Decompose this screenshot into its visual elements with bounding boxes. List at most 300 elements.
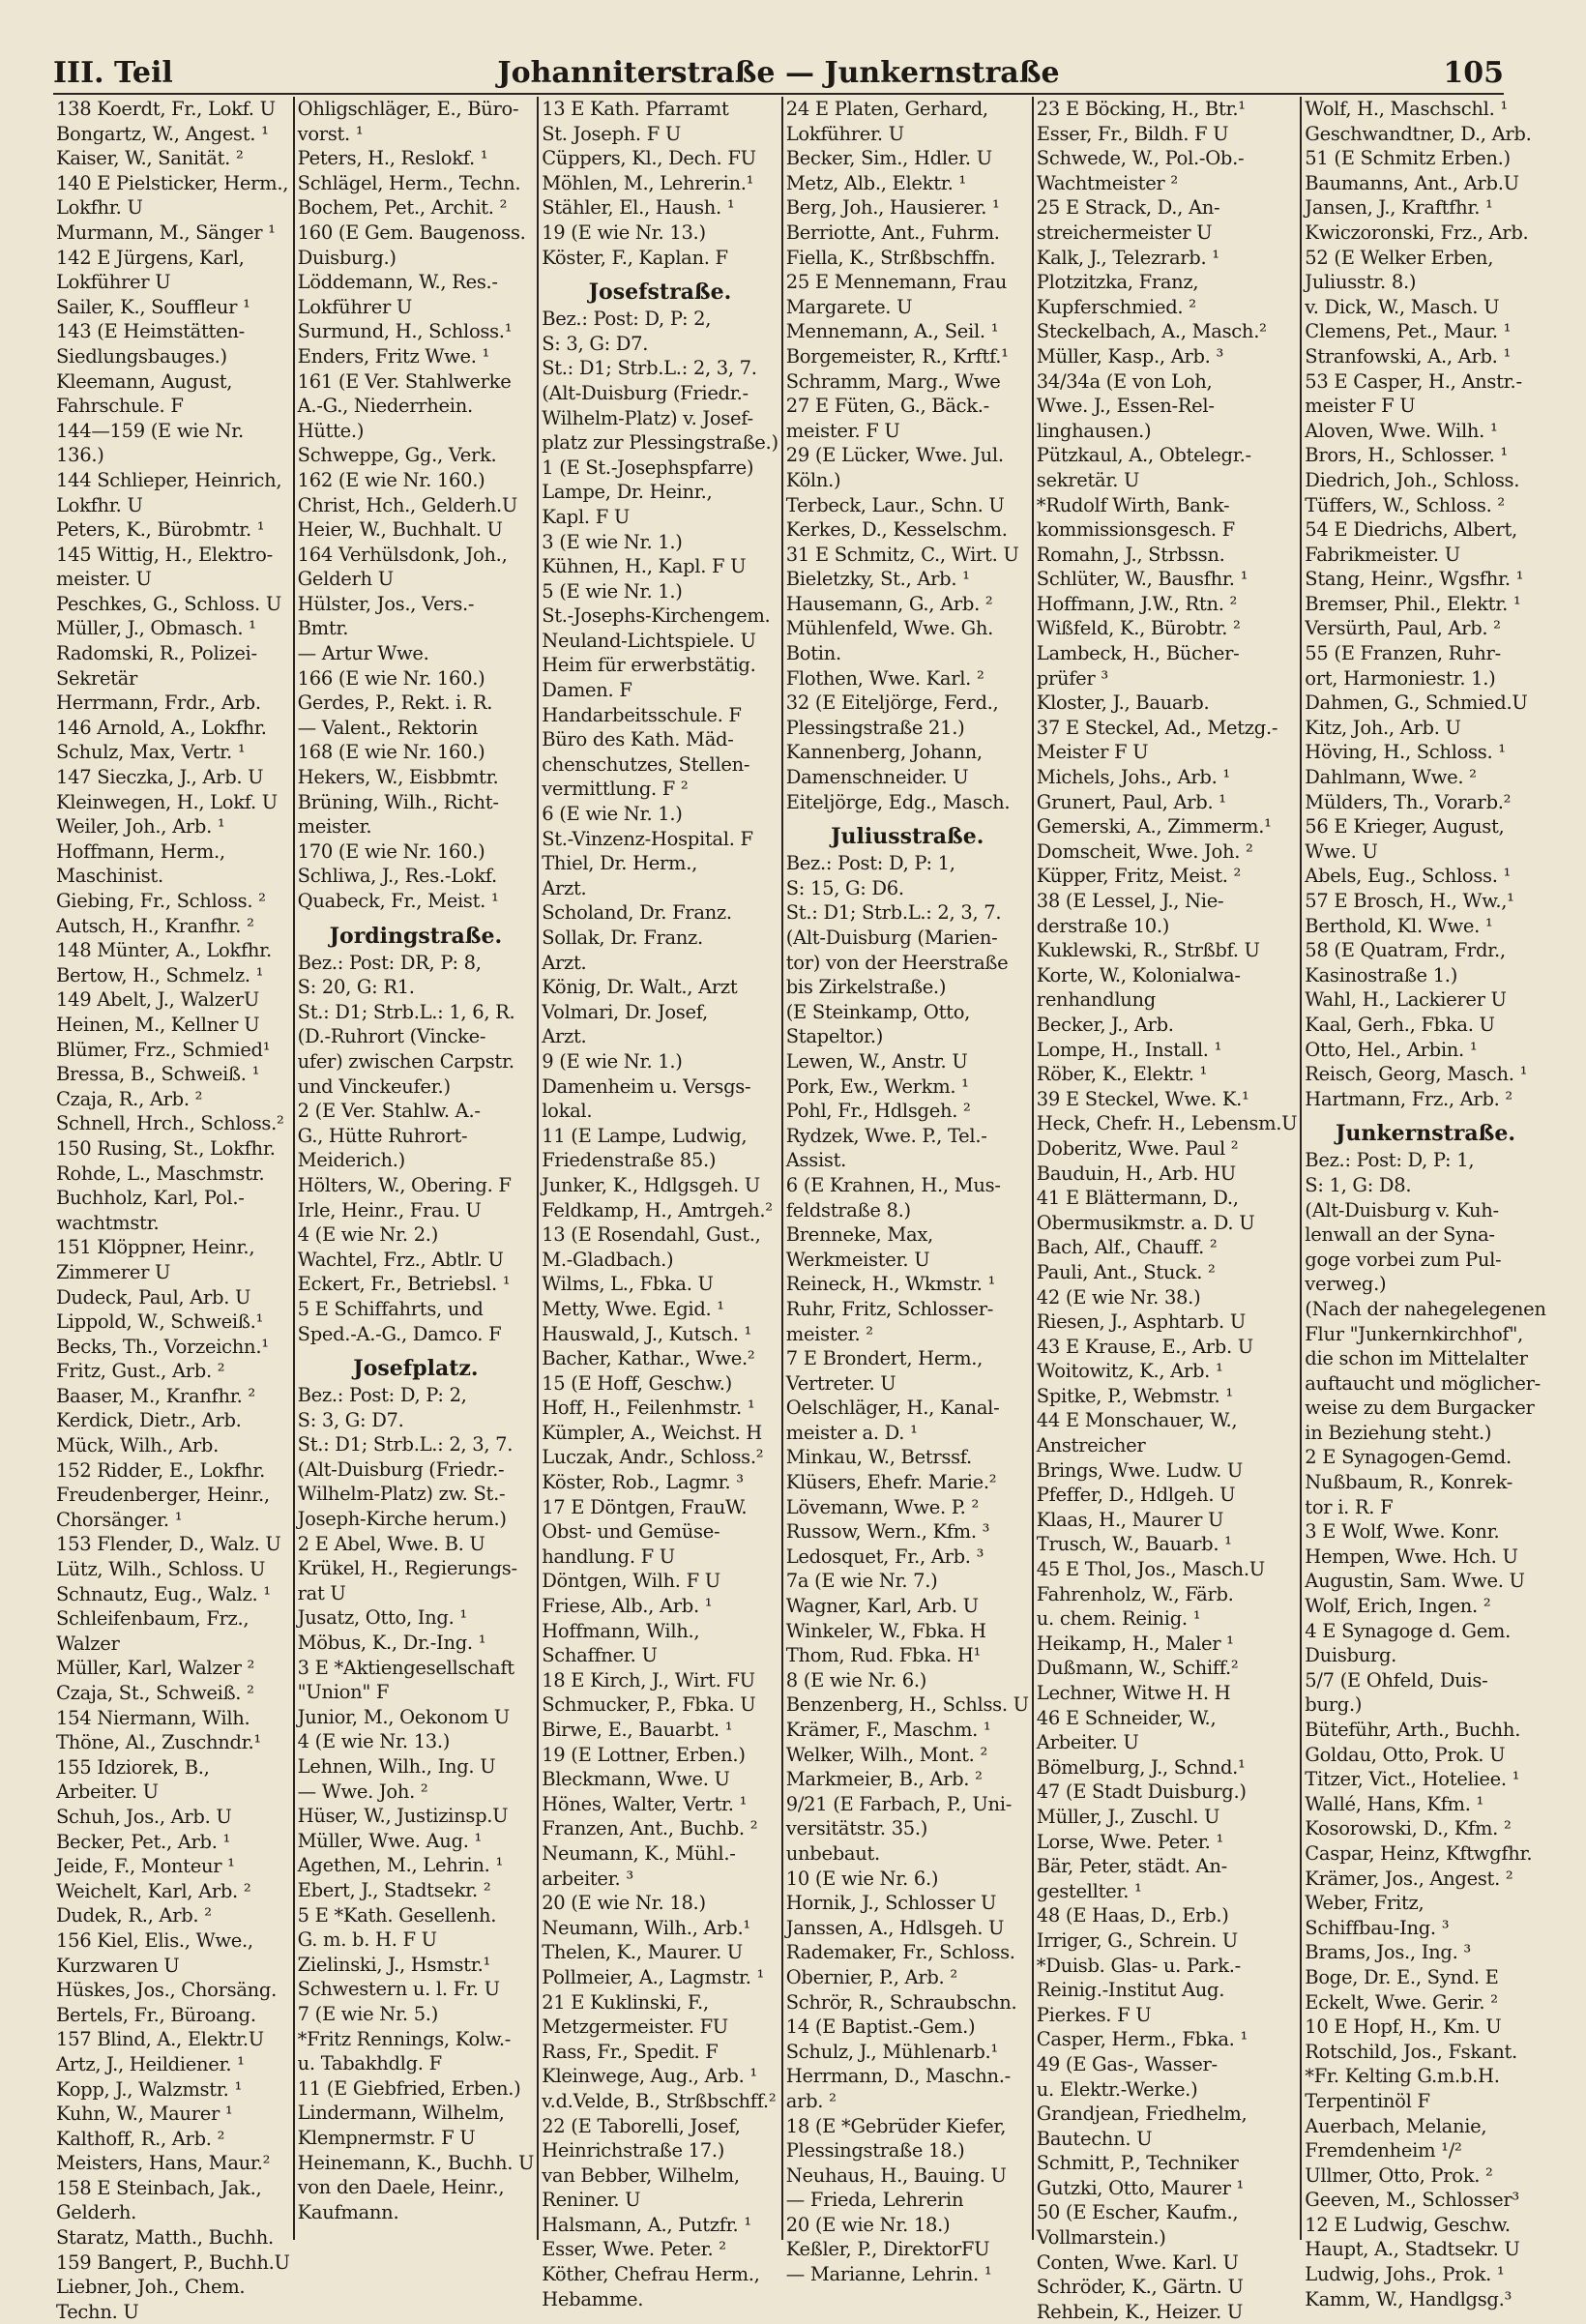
directory-entry: Peters, K., Bürobmtr. ¹	[56, 518, 265, 542]
directory-entry: vorst. ¹	[297, 122, 364, 145]
directory-entry: 7 (E wie Nr. 5.)	[297, 2002, 439, 2025]
directory-entry: Schmucker, P., Fbka. U	[542, 1693, 756, 1717]
directory-entry: Becker, Sim., Hdler. U	[785, 147, 992, 170]
directory-entry: 143 (E Heimstätten-	[56, 320, 245, 343]
directory-entry: Thiel, Dr. Herm.,	[542, 852, 698, 875]
directory-entry: Gelderh.	[56, 2201, 137, 2224]
directory-entry: Kupferschmied. ²	[1036, 295, 1196, 318]
directory-entry: St.: D1; Strb.L.: 2, 3, 7.	[785, 901, 1002, 925]
directory-entry: "Union" F	[297, 1681, 390, 1704]
directory-entry: Diedrich, Joh., Schloss.	[1305, 468, 1520, 491]
directory-entry: Ledosquet, Fr., Arb. ³	[785, 1544, 984, 1568]
directory-entry: Krämer, Jos., Angest. ²	[1305, 1867, 1513, 1890]
directory-entry: 3 E Wolf, Wwe. Konr.	[1305, 1520, 1500, 1544]
directory-entry: Heinen, M., Kellner U	[56, 1013, 260, 1036]
directory-entry: Halsmann, A., Putzfr. ¹	[542, 2213, 751, 2236]
directory-entry: G., Hütte Ruhrort-	[297, 1124, 468, 1147]
directory-entry: Hüser, W., Justizinsp.U	[297, 1805, 509, 1828]
directory-entry: Klaas, H., Maurer U	[1036, 1508, 1224, 1531]
directory-entry: Scholand, Dr. Franz.	[542, 901, 732, 925]
directory-entry: gestellter. ¹	[1036, 1879, 1142, 1902]
directory-entry: Blümer, Frz., Schmied¹	[56, 1038, 271, 1061]
directory-entry: 21 E Kuklinski, F.,	[542, 1990, 709, 2014]
directory-entry: Baumanns, Ant., Arb.U	[1305, 171, 1519, 194]
directory-entry: Rass, Fr., Spedit. F	[542, 2040, 719, 2063]
directory-entry: (D.-Ruhrort (Vincke-	[297, 1025, 486, 1048]
directory-entry: Techn. U	[56, 2300, 139, 2323]
directory-entry: 3 E *Aktiengesellschaft	[297, 1656, 514, 1679]
directory-entry: Thöne, Al., Zuschndr.¹	[56, 1731, 261, 1754]
directory-entry: Schiffbau-Ing. ³	[1305, 1916, 1450, 1939]
directory-entry: Dußmann, W., Schiff.²	[1036, 1657, 1239, 1680]
directory-entry: Assist.	[785, 1149, 847, 1172]
directory-entry: Friedenstraße 85.)	[542, 1149, 717, 1172]
directory-entry: u. chem. Reinig. ¹	[1036, 1607, 1201, 1631]
directory-entry: Minkau, W., Betrssf.	[785, 1446, 972, 1469]
directory-entry: Hornik, J., Schlosser U	[785, 1892, 997, 1915]
directory-entry: Kwiczoronski, Frz., Arb.	[1305, 221, 1529, 244]
directory-entry: Brors, H., Schlosser. ¹	[1305, 444, 1508, 467]
directory-entry: Liebner, Joh., Chem.	[56, 2276, 246, 2299]
directory-entry: 3 (E wie Nr. 1.)	[542, 530, 683, 553]
directory-entry: (Nach der nahegelegenen	[1305, 1297, 1546, 1320]
directory-entry: goge vorbei zum Pul-	[1305, 1248, 1502, 1271]
directory-entry: Ohligschläger, E., Büro-	[297, 98, 519, 120]
directory-entry: 51 (E Schmitz Erben.)	[1305, 147, 1511, 170]
directory-entry: streichermeister U	[1036, 221, 1213, 244]
directory-entry: Domscheit, Wwe. Joh. ²	[1036, 839, 1253, 863]
directory-entry: 25 E Mennemann, Frau	[785, 271, 1008, 294]
directory-entry: 1 (E St.-Josephspfarre)	[542, 456, 754, 479]
directory-entry: Goldau, Otto, Prok. U	[1305, 1743, 1506, 1766]
directory-entry: Heck, Chefr. H., Lebensm.U	[1036, 1112, 1298, 1135]
directory-entry: verweg.)	[1305, 1273, 1387, 1296]
directory-entry: Klempnermstr. F U	[297, 2126, 476, 2149]
directory-entry: Fahrenholz, W., Färb.	[1036, 1582, 1234, 1605]
directory-entry: Rohde, L., Maschmstr.	[56, 1162, 265, 1185]
directory-entry: Kuklewski, R., Strßbf. U	[1036, 939, 1260, 962]
header-rule	[53, 93, 1504, 95]
directory-entry: meister. ²	[785, 1322, 873, 1345]
directory-entry: Heier, W., Buchhalt. U	[297, 518, 503, 542]
directory-entry: Hoffmann, J.W., Rtn. ²	[1036, 592, 1238, 615]
directory-entry: Pützkaul, A., Obtelegr.-	[1036, 444, 1251, 467]
directory-entry: Heinemann, K., Buchh. U	[297, 2151, 535, 2174]
directory-entry: Schlüter, W., Bausfhr. ¹	[1036, 568, 1248, 591]
directory-entry: prüfer ³	[1036, 666, 1108, 690]
directory-entry: chenschutzes, Stellen-	[542, 752, 750, 776]
directory-entry: Thelen, K., Maurer. U	[542, 1941, 743, 1964]
directory-entry: Kerkes, D., Kesselschm.	[785, 518, 1008, 542]
directory-entry: — Marianne, Lehrin. ¹	[785, 2263, 992, 2286]
directory-entry: — Valent., Rektorin	[297, 716, 479, 739]
directory-entry: S: 20, G: R1.	[297, 976, 415, 999]
directory-entry: 142 E Jürgens, Karl,	[56, 246, 245, 269]
directory-entry: Lewen, W., Anstr. U	[785, 1049, 968, 1073]
directory-entry: Schröder, K., Gärtn. U	[1036, 2276, 1244, 2299]
directory-entry: *Fritz Rennings, Kolw.-	[297, 2027, 512, 2050]
directory-entry: 161 (E Ver. Stahlwerke	[297, 369, 512, 393]
directory-entry: Hartmann, Frz., Arb. ²	[1305, 1087, 1513, 1110]
directory-entry: 148 Münter, A., Lokfhr.	[56, 939, 272, 962]
directory-entry: in Beziehung steht.)	[1305, 1421, 1492, 1444]
directory-entry: derstraße 10.)	[1036, 914, 1170, 937]
directory-entry: Köther, Chefrau Herm.,	[542, 2263, 760, 2286]
directory-entry: Neumann, K., Mühl.-	[542, 1841, 736, 1865]
directory-entry: 52 (E Welker Erben,	[1305, 246, 1494, 269]
directory-entry: Kerdick, Dietr., Arb.	[56, 1409, 242, 1432]
directory-entry: Kannenberg, Johann,	[785, 741, 983, 764]
directory-entry: Reinig.-Institut Aug.	[1036, 1979, 1225, 2002]
directory-entry: Giebing, Fr., Schloss. ²	[56, 890, 266, 912]
directory-entry: Heim für erwerbstätig.	[542, 654, 756, 677]
directory-entry: Augustin, Sam. Wwe. U	[1305, 1570, 1525, 1593]
directory-entry: Brams, Jos., Ing. ³	[1305, 1941, 1471, 1964]
directory-entry: Arbeiter. U	[56, 1780, 159, 1804]
directory-entry: Pfeffer, D., Hdlgeh. U	[1036, 1484, 1236, 1507]
directory-entry: Dahlmann, Wwe. ²	[1305, 766, 1477, 789]
directory-entry: Terbeck, Laur., Schn. U	[785, 493, 1005, 516]
directory-entry: Gerdes, P., Rekt. i. R.	[297, 691, 493, 715]
directory-entry: Irle, Heinr., Frau. U	[297, 1198, 482, 1221]
directory-entry: Peters, H., Reslokf. ¹	[297, 147, 488, 170]
directory-entry: Kopp, J., Walzmstr. ¹	[56, 2077, 242, 2101]
directory-columns	[53, 97, 1546, 2323]
directory-entry: Kalthoff, R., Arb. ²	[56, 2127, 225, 2150]
directory-entry: Rydzek, Wwe. P., Tel.-	[785, 1124, 987, 1147]
directory-entry: 151 Klöppner, Heinr.,	[56, 1236, 255, 1259]
directory-entry: Russow, Wern., Kfm. ³	[785, 1520, 990, 1544]
directory-entry: Baaser, M., Kranfhr. ²	[56, 1384, 255, 1407]
directory-entry: Küpper, Fritz, Meist. ²	[1036, 865, 1242, 888]
directory-entry: Kitz, Joh., Arb. U	[1305, 716, 1461, 739]
directory-entry: 47 (E Stadt Duisburg.)	[1036, 1780, 1247, 1804]
directory-entry: Bertow, H., Schmelz. ¹	[56, 963, 264, 986]
directory-entry: Bez.: Post: D, P: 2,	[542, 308, 712, 331]
directory-entry: 155 Idziorek, B.,	[56, 1755, 210, 1779]
directory-entry: Rehbein, K., Heizer. U	[1036, 2300, 1243, 2323]
directory-entry: Klüsers, Ehefr. Marie.²	[785, 1471, 997, 1494]
directory-entry: Müller, J., Zuschl. U	[1036, 1805, 1220, 1828]
directory-entry: Rademaker, Fr., Schloss.	[785, 1941, 1015, 1964]
directory-entry: Haupt, A., Stadtsekr. U	[1305, 2238, 1520, 2261]
directory-entry: Hempen, Wwe. Hch. U	[1305, 1544, 1518, 1568]
directory-entry: 160 (E Gem. Baugenoss.	[297, 221, 526, 244]
directory-entry: Agethen, M., Lehrin. ¹	[297, 1854, 503, 1877]
directory-entry: 4 (E wie Nr. 13.)	[297, 1730, 451, 1753]
directory-entry: 2 E Abel, Wwe. B. U	[297, 1532, 485, 1555]
directory-entry: Geschwandtner, D., Arb.	[1305, 122, 1532, 145]
directory-entry: Walzer	[56, 1632, 120, 1655]
directory-entry: 7 E Brondert, Herm.,	[785, 1347, 984, 1370]
directory-entry: Wolf, H., Maschschl. ¹	[1305, 98, 1508, 120]
directory-entry: 23 E Böcking, H., Btr.¹	[1036, 98, 1246, 120]
directory-entry: Löddemann, W., Res.-	[297, 271, 498, 294]
directory-entry: Sollak, Dr. Franz.	[542, 927, 703, 949]
directory-entry: Jansen, J., Kraftfhr. ¹	[1305, 196, 1493, 220]
directory-entry: 34/34a (E von Loh,	[1036, 369, 1213, 393]
directory-entry: Kühnen, H., Kapl. F U	[542, 555, 747, 578]
directory-entry: Franzen, Ant., Buchb. ²	[542, 1817, 758, 1840]
directory-entry: 32 (E Eiteljörge, Ferd.,	[785, 691, 999, 715]
directory-entry: Bez.: Post: D, P: 1,	[785, 852, 955, 875]
directory-entry: meister. U	[56, 568, 152, 591]
directory-entry: 22 (E Taborelli, Josef,	[542, 2114, 741, 2137]
directory-entry: St. Joseph. F U	[542, 122, 681, 145]
directory-entry: 39 E Steckel, Wwe. K.¹	[1036, 1087, 1249, 1110]
directory-entry: (E Steinkamp, Otto,	[785, 1000, 971, 1023]
directory-entry: 13 (E Rosendahl, Gust.,	[542, 1223, 761, 1247]
directory-entry: — Wwe. Joh. ²	[297, 1780, 428, 1803]
directory-entry: Lütz, Wilh., Schloss. U	[56, 1558, 266, 1581]
directory-entry: Woitowitz, K., Arb. ¹	[1036, 1360, 1223, 1383]
directory-entry: bis Zirkelstraße.)	[785, 976, 947, 999]
directory-entry: Obernier, P., Arb. ²	[785, 1965, 957, 1988]
directory-entry: Weiler, Joh., Arb. ¹	[56, 815, 225, 838]
directory-entry: 37 E Steckel, Ad., Metzg.-	[1036, 716, 1278, 739]
directory-entry: Flothen, Wwe. Karl. ²	[785, 666, 984, 690]
directory-entry: Bongartz, W., Angest. ¹	[56, 122, 269, 145]
directory-entry: 38 (E Lessel, J., Nie-	[1036, 890, 1224, 912]
directory-entry: Hoffmann, Herm.,	[56, 839, 225, 863]
directory-entry: Maschinist.	[56, 865, 163, 888]
directory-entry: Lehnen, Wilh., Ing. U	[297, 1755, 496, 1778]
directory-entry: Werkmeister. U	[785, 1248, 930, 1271]
directory-entry: Conten, Wwe. Karl. U	[1036, 2250, 1239, 2274]
directory-entry: Ullmer, Otto, Prok. ²	[1305, 2163, 1493, 2187]
directory-entry: Junior, M., Oekonom U	[297, 1705, 510, 1728]
directory-entry: 46 E Schneider, W.,	[1036, 1706, 1217, 1729]
directory-entry: meister.	[297, 815, 372, 838]
directory-entry: Lechner, Witwe H. H	[1036, 1682, 1231, 1704]
directory-entry: 8 (E wie Nr. 6.)	[785, 1668, 927, 1692]
directory-entry: Quabeck, Fr., Meist. ¹	[297, 890, 499, 912]
directory-entry: Schweppe, Gg., Verk.	[297, 444, 497, 467]
directory-entry: Lippold, W., Schweiß.¹	[56, 1310, 263, 1334]
directory-entry: Fremdenheim ¹/²	[1305, 2139, 1462, 2162]
directory-entry: 57 E Brosch, H., Ww.,¹	[1305, 890, 1514, 912]
directory-entry: Obst- und Gemüse-	[542, 1520, 720, 1544]
directory-entry: Neumann, Wilh., Arb.¹	[542, 1916, 750, 1939]
directory-entry: Siedlungsbauges.)	[56, 344, 227, 368]
directory-entry: Müller, Wwe. Aug. ¹	[297, 1829, 483, 1852]
directory-entry: 4 (E wie Nr. 2.)	[297, 1223, 439, 1247]
directory-entry: Fabrikmeister. U	[1305, 543, 1460, 566]
directory-entry: Pauli, Ant., Stuck. ²	[1036, 1260, 1216, 1283]
directory-entry: Sped.-A.-G., Damco. F	[297, 1322, 502, 1345]
directory-entry: Brenneke, Max,	[785, 1223, 933, 1247]
directory-entry: Lompe, H., Install. ¹	[1036, 1038, 1222, 1061]
directory-entry: meister a. D. ¹	[785, 1421, 918, 1444]
directory-entry: 18 (E *Gebrüder Kiefer,	[785, 2114, 1007, 2137]
directory-entry: renhandlung	[1036, 988, 1156, 1012]
directory-entry: versitätstr. 35.)	[785, 1817, 928, 1840]
directory-entry: Fahrschule. F	[56, 395, 184, 418]
directory-entry: Bertels, Fr., Büroang.	[56, 2003, 256, 2026]
directory-entry: 166 (E wie Nr. 160.)	[297, 666, 485, 690]
directory-entry: v. Dick, W., Masch. U	[1305, 295, 1500, 318]
directory-entry: 152 Ridder, E., Lokfhr.	[56, 1458, 266, 1482]
directory-entry: 14 (E Baptist.-Gem.)	[785, 2015, 976, 2039]
directory-entry: Herrmann, Frdr., Arb.	[56, 691, 261, 715]
directory-entry: meister. F U	[785, 419, 900, 442]
directory-entry: Boge, Dr. E., Synd. E	[1305, 1965, 1499, 1988]
directory-entry: Gelderh U	[297, 568, 394, 591]
directory-entry: 136.)	[56, 444, 104, 467]
directory-entry: Grunert, Paul, Arb. ¹	[1036, 790, 1226, 813]
directory-entry: Reisch, Georg, Masch. ¹	[1305, 1063, 1528, 1086]
directory-entry: Birwe, E., Bauarbt. ¹	[542, 1719, 733, 1741]
directory-entry: Becks, Th., Vorzeichn.¹	[56, 1335, 269, 1358]
column-3	[539, 97, 783, 2310]
directory-entry: *Duisb. Glas- u. Park.-	[1036, 1954, 1241, 1977]
directory-entry: 10 (E wie Nr. 6.)	[785, 1867, 939, 1890]
directory-entry: Schulz, J., Mühlenarb.¹	[785, 2040, 998, 2063]
directory-entry: Metz, Alb., Elektr. ¹	[785, 171, 966, 194]
directory-entry: Dudeck, Paul, Arb. U	[56, 1285, 251, 1309]
directory-entry: Kalk, J., Telezrarb. ¹	[1036, 246, 1219, 269]
directory-entry: Hüskes, Jos., Chorsäng.	[56, 1979, 278, 2002]
directory-entry: Kaal, Gerh., Fbka. U	[1305, 1013, 1495, 1036]
directory-entry: Wachtmeister ²	[1036, 171, 1178, 194]
directory-entry: Neuhaus, H., Bauing. U	[785, 2163, 1007, 2187]
directory-entry: Kaiser, W., Sanität. ²	[56, 147, 244, 170]
directory-entry: Trusch, W., Bauarb. ¹	[1036, 1533, 1232, 1556]
directory-entry: Becker, J., Arb.	[1036, 1013, 1174, 1036]
directory-entry: Luczak, Andr., Schloss.²	[542, 1446, 764, 1469]
directory-entry: A.-G., Niederrhein.	[297, 395, 473, 418]
directory-entry: 6 (E Krahnen, H., Mus-	[785, 1173, 1001, 1196]
directory-entry: Lorse, Wwe. Peter. ¹	[1036, 1830, 1223, 1853]
directory-entry: Büro des Kath. Mäd-	[542, 728, 734, 751]
directory-entry: Michels, Johs., Arb. ¹	[1036, 766, 1230, 789]
directory-entry: Mülders, Th., Vorarb.²	[1305, 790, 1512, 813]
directory-entry: 24 E Platen, Gerhard,	[785, 98, 988, 120]
directory-entry: van Bebber, Wilhelm,	[542, 2163, 740, 2187]
directory-entry: Stähler, El., Haush. ¹	[542, 196, 735, 220]
directory-entry: Kuhn, W., Maurer ¹	[56, 2103, 233, 2126]
directory-entry: Winkeler, W., Fbka. H	[785, 1619, 986, 1642]
directory-entry: Bauduin, H., Arb. HU	[1036, 1162, 1236, 1185]
directory-entry: feldstraße 8.)	[785, 1198, 911, 1221]
directory-entry: Gutzki, Otto, Maurer ¹	[1036, 2176, 1245, 2199]
part-label: III. Teil	[53, 56, 173, 90]
directory-entry: Kümpler, A., Weichst. H	[542, 1421, 762, 1444]
directory-entry: Korte, W., Kolonialwa-	[1036, 963, 1241, 986]
directory-entry: die schon im Mittelalter	[1305, 1347, 1528, 1370]
directory-entry: *Fr. Kelting G.m.b.H.	[1305, 2065, 1500, 2088]
directory-entry: 56 E Krieger, August,	[1305, 815, 1505, 838]
directory-entry: Schleifenbaum, Frz.,	[56, 1607, 250, 1631]
directory-entry: Krämer, F., Maschm. ¹	[785, 1719, 991, 1741]
directory-entry: Bmtr.	[297, 617, 349, 640]
directory-entry: Bömelburg, J., Schnd.¹	[1036, 1755, 1246, 1779]
directory-entry: Friese, Alb., Arb. ¹	[542, 1595, 713, 1618]
column-6	[1302, 97, 1548, 2310]
directory-entry: Lövemann, Wwe. P. ²	[785, 1495, 979, 1518]
directory-entry: Lokfhr. U	[56, 196, 143, 220]
directory-entry: Doberitz, Wwe. Paul ²	[1036, 1136, 1239, 1160]
directory-entry: Bleckmann, Wwe. U	[542, 1768, 730, 1791]
column-4	[783, 97, 1034, 2286]
directory-entry: Jeide, F., Monteur ¹	[56, 1855, 235, 1878]
directory-entry: 149 Abelt, J., WalzerU	[56, 988, 260, 1012]
directory-entry: Juliusstr. 8.)	[1305, 271, 1417, 294]
directory-entry: 11 (E Lampe, Ludwig,	[542, 1124, 748, 1147]
directory-entry: 12 E Ludwig, Geschw.	[1305, 2213, 1511, 2236]
directory-entry: Kosorowski, D., Kfm. ²	[1305, 1817, 1512, 1840]
directory-entry: handlung. F U	[542, 1544, 675, 1568]
directory-entry: Pork, Ew., Werkm. ¹	[785, 1074, 969, 1098]
directory-entry: von den Daele, Heinr.,	[297, 2176, 505, 2199]
directory-entry: Schwede, W., Pol.-Ob.-	[1036, 147, 1245, 170]
directory-entry: Nußbaum, R., Konrek-	[1305, 1471, 1513, 1494]
directory-entry: Botin.	[785, 642, 841, 665]
directory-entry: 162 (E wie Nr. 160.)	[297, 468, 485, 491]
directory-entry: Mühlenfeld, Wwe. Gh.	[785, 617, 994, 640]
directory-entry: 138 Koerdt, Fr., Lokf. U	[56, 98, 276, 120]
directory-entry: Zielinski, J., Hsmstr.¹	[297, 1953, 490, 1976]
directory-entry: 150 Rusing, St., Lokfhr.	[56, 1136, 276, 1160]
directory-entry: Heikamp, H., Maler ¹	[1036, 1632, 1234, 1655]
directory-entry: Aloven, Wwe. Wilh. ¹	[1305, 419, 1498, 442]
directory-entry: Müller, Karl, Walzer ²	[56, 1657, 255, 1680]
directory-entry: weise zu dem Burgacker	[1305, 1397, 1535, 1420]
directory-entry: ort, Harmoniestr. 1.)	[1305, 666, 1496, 690]
directory-entry: Feldkamp, H., Amtrgeh.²	[542, 1198, 773, 1221]
directory-entry: Sailer, K., Souffleur ¹	[56, 295, 250, 318]
directory-entry: u. Elektr.-Werke.)	[1036, 2077, 1198, 2101]
directory-entry: Caspar, Heinz, Kftwgfhr.	[1305, 1841, 1533, 1865]
directory-entry: 42 (E wie Nr. 38.)	[1036, 1285, 1201, 1309]
directory-entry: Vertreter. U	[785, 1371, 896, 1395]
directory-entry: Buchholz, Karl, Pol.-	[56, 1187, 245, 1210]
directory-entry: 31 E Schmitz, C., Wirt. U	[785, 543, 1019, 566]
directory-entry: Schmitt, P., Techniker	[1036, 2152, 1239, 2175]
directory-entry: Wwe. U	[1305, 839, 1378, 863]
directory-entry: burg.)	[1305, 1693, 1363, 1717]
directory-entry: 2 (E Ver. Stahlw. A.-	[297, 1100, 481, 1123]
directory-entry: Staratz, Matth., Buchh.	[56, 2226, 274, 2250]
directory-entry: Möbus, K., Dr.-Ing. ¹	[297, 1632, 486, 1655]
directory-entry: Junker, K., Hdlgsgeh. U	[542, 1173, 760, 1196]
directory-entry: Freudenberger, Heinr.,	[56, 1484, 270, 1507]
directory-entry: Oelschläger, H., Kanal-	[785, 1397, 1000, 1420]
directory-entry: v.d.Velde, B., Strßbschff.²	[542, 2089, 777, 2112]
directory-entry: Wilms, L., Fbka. U	[542, 1273, 714, 1296]
directory-entry: Riesen, J., Asphtarb. U	[1036, 1310, 1246, 1334]
directory-entry: rat U	[297, 1581, 346, 1604]
directory-entry: 145 Wittig, H., Elektro-	[56, 543, 273, 566]
directory-entry: Kloster, J., Bauarb.	[1036, 691, 1210, 715]
directory-entry: Jusatz, Otto, Ing. ¹	[297, 1606, 467, 1630]
directory-entry: Fiella, K., Strßbschffn.	[785, 246, 996, 269]
directory-entry: Dahmen, G., Schmied.U	[1305, 691, 1528, 715]
directory-entry: *Rudolf Wirth, Bank-	[1036, 493, 1230, 516]
directory-entry: Fritz, Gust., Arb. ²	[56, 1360, 225, 1383]
directory-entry: Bez.: Post: D, P: 2,	[297, 1384, 467, 1407]
directory-entry: Damenschneider. U	[785, 766, 969, 789]
directory-entry: Müller, J., Obmasch. ¹	[56, 617, 256, 640]
directory-entry: Meisters, Hans, Maur.²	[56, 2152, 271, 2175]
directory-entry: Abels, Eug., Schloss. ¹	[1305, 865, 1512, 888]
directory-entry: Artz, J., Heildiener. ¹	[56, 2052, 245, 2075]
directory-entry: Schwestern u. l. Fr. U	[297, 1978, 500, 2001]
directory-entry: Benzenberg, H., Schlss. U	[785, 1693, 1029, 1717]
directory-entry: 5 (E wie Nr. 1.)	[542, 579, 683, 603]
directory-entry: Romahn, J., Strbssn.	[1036, 543, 1225, 566]
directory-entry: Kasinostraße 1.)	[1305, 963, 1458, 986]
